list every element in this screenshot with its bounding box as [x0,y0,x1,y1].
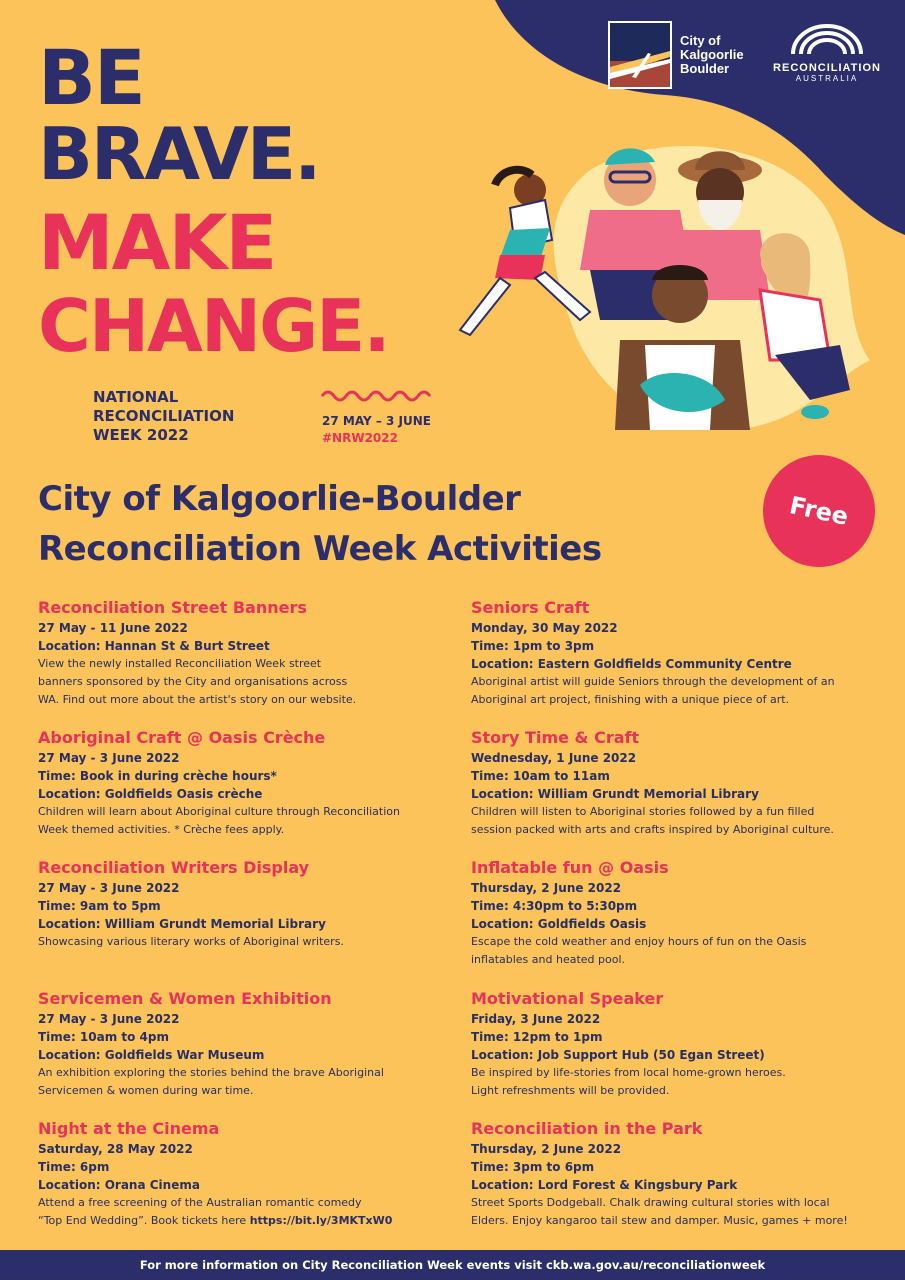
event-desc-line: Children will learn about Aboriginal culture through Reconciliation [38,805,400,818]
recon-logo-sub: AUSTRALIA [795,74,859,83]
city-logo-line3: Boulder [680,61,730,76]
event-seniors-craft [471,597,881,709]
event-desc-text: “Top End Wedding”. Book tickets here [38,1214,250,1227]
title-line2: Reconciliation Week Activities [38,529,602,569]
hero-make: MAKE [38,198,276,287]
event-desc-line: Light refreshments will be provided. [471,1084,670,1097]
event-date: 27 May - 3 June 2022 [38,881,180,895]
event-title: Aboriginal Craft @ Oasis Crèche [38,728,326,747]
city-logo[interactable] [608,20,758,90]
nrw-line1: NATIONAL [93,388,179,406]
event-desc-line: Children will listen to Aboriginal stories followed by a fun filled [471,805,815,818]
event-location: Location: Goldfields Oasis crèche [38,787,263,801]
event-street-banners [38,597,448,709]
event-title: Servicemen & Women Exhibition [38,989,332,1008]
event-time: Time: 10am to 4pm [38,1030,169,1044]
event-desc-line: Week themed activities. * Crèche fees apply. [38,823,285,836]
nrw-line3: WEEK 2022 [93,426,189,444]
event-title: Seniors Craft [471,598,590,617]
city-logo-line1: City of [680,33,721,48]
event-location: Location: Lord Forest & Kingsbury Park [471,1178,738,1192]
event-desc-line: Aboriginal artist will guide Seniors through the development of an [471,675,835,688]
event-writers-display [38,857,448,951]
illustration-people [440,130,890,440]
event-title: Reconciliation in the Park [471,1119,703,1138]
event-time: Time: Book in during crèche hours* [38,769,277,783]
nrw-line2: RECONCILIATION [93,407,235,425]
event-desc-line: Servicemen & women during war time. [38,1084,254,1097]
event-date: Saturday, 28 May 2022 [38,1142,193,1156]
event-title: Inflatable fun @ Oasis [471,858,669,877]
hero-be: BE [38,33,144,122]
event-desc-line: Be inspired by life-stories from local home-grown heroes. [471,1066,786,1079]
event-time: Time: 1pm to 3pm [471,639,595,653]
event-inflatable-fun [471,857,881,969]
event-time: Time: 4:30pm to 5:30pm [471,899,638,913]
event-time: Time: 10am to 11am [471,769,610,783]
footer-text[interactable]: For more information on City Reconciliation Week events visit ckb.wa.gov.au/reconciliationweek [139,1258,766,1272]
event-desc-line: Escape the cold weather and enjoy hours of fun on the Oasis [471,935,807,948]
event-time: Time: 3pm to 6pm [471,1160,595,1174]
reconciliation-australia-logo[interactable] [768,22,886,92]
event-location: Location: Goldfields Oasis [471,917,647,931]
hero-brave: BRAVE. [38,112,320,196]
event-desc-line: inflatables and heated pool. [471,953,626,966]
title-line1: City of Kalgoorlie-Boulder [38,479,521,519]
event-date: 27 May - 3 June 2022 [38,1012,180,1026]
event-desc-line: WA. Find out more about the artist's story on our website. [38,693,357,706]
hero-change: CHANGE. [38,284,389,368]
event-location: Location: William Grundt Memorial Library [38,917,326,931]
event-aboriginal-craft [38,727,448,839]
event-title: Story Time & Craft [471,728,640,747]
event-date: Thursday, 2 June 2022 [471,881,622,895]
event-servicemen-exhibition [38,988,448,1100]
recon-logo-word: RECONCILIATION [773,62,881,74]
footer-bar [0,1250,905,1280]
event-time: Time: 9am to 5pm [38,899,161,913]
event-desc-line: Aboriginal art project, finishing with a unique piece of art. [471,693,790,706]
event-desc-line: Elders. Enjoy kangaroo tail stew and damper. Music, games + more! [471,1214,848,1227]
event-desc-line: An exhibition exploring the stories behind the brave Aboriginal [38,1066,384,1079]
dates-text: 27 MAY – 3 JUNE [322,414,431,428]
event-date: 27 May - 3 June 2022 [38,751,180,765]
free-badge-text: Free [787,491,851,531]
ticket-link[interactable]: https://bit.ly/3MKTxW0 [249,1214,393,1227]
event-time: Time: 6pm [38,1160,110,1174]
event-title: Reconciliation Street Banners [38,598,307,617]
hashtag-text: #NRW2022 [322,431,398,445]
event-desc-line: View the newly installed Reconciliation Week street [38,657,322,670]
event-desc-line-with-link [38,1212,448,1230]
event-desc-line: Street Sports Dodgeball. Chalk drawing cultural stories with local [471,1196,830,1209]
event-title: Night at the Cinema [38,1119,220,1138]
event-location: Location: Eastern Goldfields Community Centre [471,657,792,671]
event-location: Location: William Grundt Memorial Library [471,787,759,801]
event-desc-line: banners sponsored by the City and organisations across [38,675,348,688]
event-desc-line: Attend a free screening of the Australian romantic comedy [38,1196,362,1209]
event-title: Motivational Speaker [471,989,664,1008]
page-title [38,474,602,574]
event-location: Location: Orana Cinema [38,1178,200,1192]
city-logo-line2: Kalgoorlie [680,47,744,62]
event-title: Reconciliation Writers Display [38,858,310,877]
nrw-label [93,388,234,445]
event-reconciliation-park [471,1118,881,1230]
free-badge [753,445,886,578]
arches-icon [787,22,867,56]
event-date: 27 May - 11 June 2022 [38,621,188,635]
event-location: Location: Goldfields War Museum [38,1048,265,1062]
squiggle-icon [320,386,438,402]
event-date: Wednesday, 1 June 2022 [471,751,637,765]
event-location: Location: Job Support Hub (50 Egan Street) [471,1048,765,1062]
city-flag-icon [608,21,672,89]
event-desc-line: Showcasing various literary works of Aboriginal writers. [38,935,344,948]
event-date: Monday, 30 May 2022 [471,621,618,635]
event-date: Thursday, 2 June 2022 [471,1142,622,1156]
event-location: Location: Hannan St & Burt Street [38,639,270,653]
event-date: Friday, 3 June 2022 [471,1012,601,1026]
event-story-time [471,727,881,839]
nrw-dates [322,413,431,447]
event-night-cinema [38,1118,448,1230]
event-time: Time: 12pm to 1pm [471,1030,603,1044]
event-motivational-speaker [471,988,881,1100]
city-logo-text [680,34,744,76]
event-desc-line: session packed with arts and crafts inspired by Aboriginal culture. [471,823,834,836]
